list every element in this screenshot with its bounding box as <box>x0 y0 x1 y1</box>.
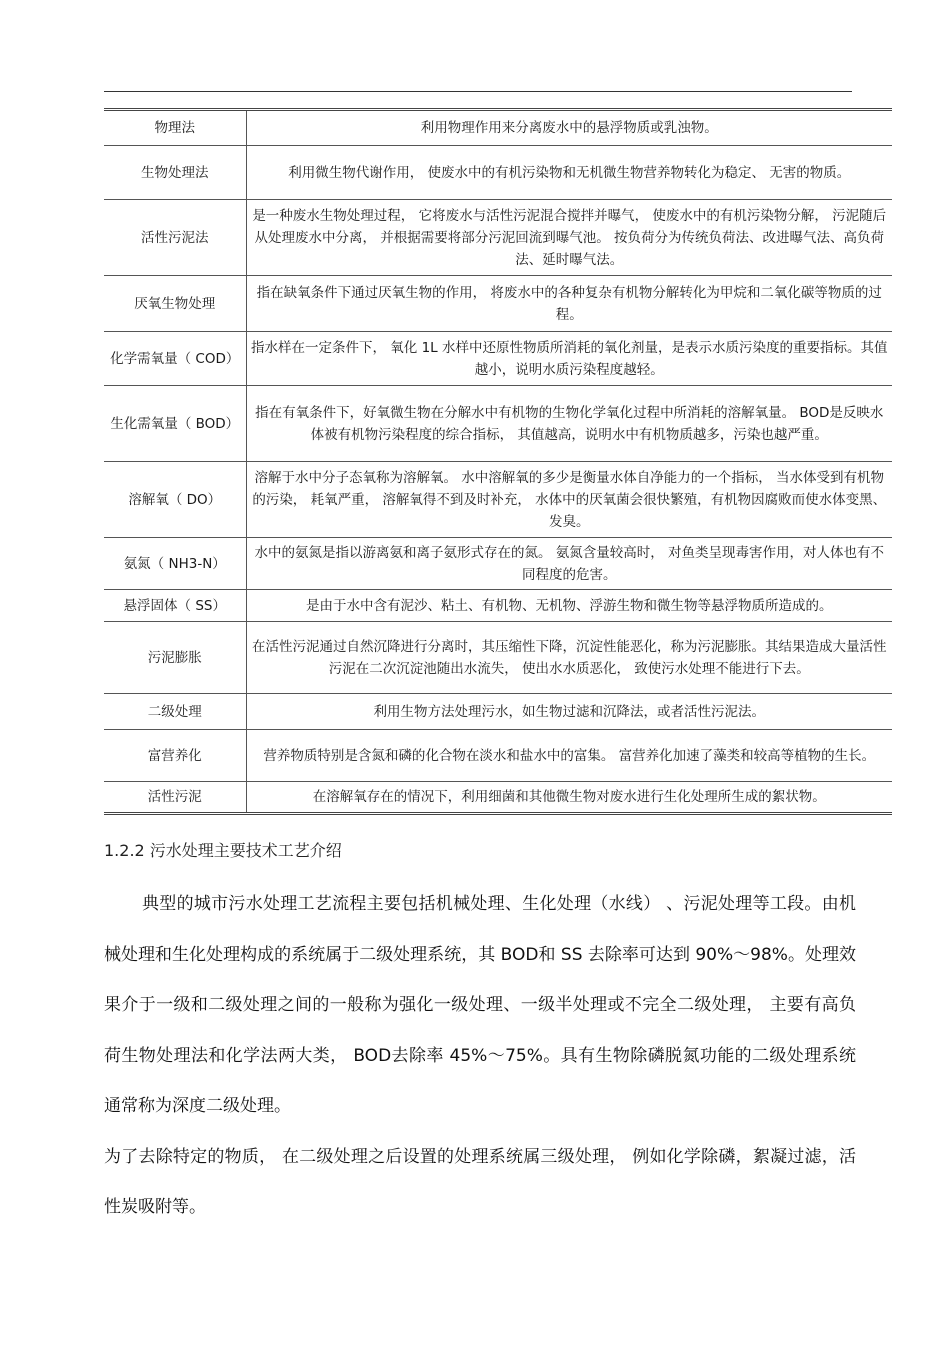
definition-cell: 是一种废水生物处理过程， 它将废水与活性污泥混合搅拌并曝气， 使废水中的有机污染物分解， 污泥随后从处理废水中分离， 并根据需要将部分污泥回流到曝气池。 按负荷分为传统负荷法、改进曝气法、高负荷法、延时曝气法。 <box>252 207 887 268</box>
definition-cell: 是由于水中含有泥沙、粘土、有机物、无机物、浮游生物和微生物等悬浮物质所造成的。 <box>306 597 833 614</box>
table-row <box>104 694 892 730</box>
paragraph: 典型的城市污水处理工艺流程主要包括机械处理、生化处理（水线） 、污泥处理等工段。由机械处理和生化处理构成的系统属于二级处理系统，其 BOD和 SS 去除率可达到 90%～98%。处理效果介于一级和二级处理之间的一般称为强化一级处理、一级半处理或不完全二级处理， 主要有高负荷生物处理法和化学法两大类， BOD去除率 45%～75%。具有生物除磷脱氮功能的二级处理系统通常称为深度二级处理。 <box>104 894 856 1116</box>
table-row <box>104 276 892 332</box>
term-cell: 活性污泥 <box>104 782 246 814</box>
definition-cell: 在活性污泥通过自然沉降进行分离时，其压缩性下降，沉淀性能恶化，称为污泥膨胀。其结果造成大量活性污泥在二次沉淀池随出水流失， 使出水水质恶化， 致使污水处理不能进行下去。 <box>252 638 887 677</box>
definition-cell: 利用生物方法处理污水，如生物过滤和沉降法，或者活性污泥法。 <box>373 703 765 720</box>
term-cell: 富营养化 <box>104 730 246 782</box>
term-cell: 化学需氧量（ COD） <box>104 332 246 386</box>
table-row <box>104 538 892 590</box>
table-row <box>104 782 892 814</box>
definition-cell: 利用物理作用来分离废水中的悬浮物质或乳浊物。 <box>420 120 718 136</box>
definition-cell: 水中的氨氮是指以游离氨和离子氨形式存在的氮。 氨氮含量较高时， 对鱼类呈现毒害作用，对人体也有不同程度的危害。 <box>254 544 885 583</box>
term-cell: 悬浮固体（ SS） <box>104 590 246 622</box>
table-row <box>104 590 892 622</box>
section-heading: 1.2.2 污水处理主要技术工艺介绍 <box>104 841 342 860</box>
definition-cell: 营养物质特别是含氮和磷的化合物在淡水和盐水中的富集。 富营养化加速了藻类和较高等植物的生长。 <box>263 747 876 764</box>
term-cell: 活性污泥法 <box>104 200 246 276</box>
table-row <box>104 332 892 386</box>
header-rule <box>104 91 852 92</box>
table-row <box>104 622 892 694</box>
definition-cell: 指在有氧条件下，好氧微生物在分解水中有机物的生物化学氧化过程中所消耗的溶解氧量。 BOD是反映水体被有机物污染程度的综合指标， 其值越高，说明水中有机物质越多，污染也越严重。 <box>255 404 884 443</box>
definition-cell: 利用微生物代谢作用， 使废水中的有机污染物和无机微生物营养物转化为稳定、 无害的物质。 <box>288 164 851 181</box>
term-cell: 溶解氧（ DO） <box>104 462 246 538</box>
term-cell: 厌氧生物处理 <box>104 276 246 332</box>
definition-cell: 在溶解氧存在的情况下，利用细菌和其他微生物对废水进行生化处理所生成的絮状物。 <box>312 789 826 805</box>
table-row <box>104 146 892 200</box>
glossary-table <box>104 108 892 815</box>
definition-cell: 指在缺氧条件下通过厌氧生物的作用， 将废水中的各种复杂有机物分解转化为甲烷和二氧化碳等物质的过程。 <box>256 284 882 323</box>
section-body <box>104 879 856 1233</box>
definition-cell: 溶解于水中分子态氧称为溶解氧。 水中溶解氧的多少是衡量水体自净能力的一个指标， 当水体受到有机物的污染， 耗氧严重， 溶解氧得不到及时补充， 水体中的厌氧菌会很快繁殖，有机物因腐败而使水体变黑、发臭。 <box>252 469 887 530</box>
term-cell: 物理法 <box>104 110 246 146</box>
paragraph: 为了去除特定的物质， 在二级处理之后设置的处理系统属三级处理， 例如化学除磷，絮凝过滤，活性炭吸附等。 <box>104 1146 856 1217</box>
definition-cell: 指水样在一定条件下， 氧化 1L 水样中还原性物质所消耗的氧化剂量，是表示水质污染度的重要指标。其值越小，说明水质污染程度越轻。 <box>251 339 888 378</box>
term-cell: 生物处理法 <box>104 146 246 200</box>
term-cell: 氨氮（ NH3-N） <box>104 538 246 590</box>
table-row <box>104 200 892 276</box>
term-cell: 生化需氧量（ BOD） <box>104 386 246 462</box>
term-cell: 污泥膨胀 <box>104 622 246 694</box>
table-row <box>104 462 892 538</box>
term-cell: 二级处理 <box>104 694 246 730</box>
table-row <box>104 730 892 782</box>
table-row <box>104 110 892 146</box>
table-row <box>104 386 892 462</box>
